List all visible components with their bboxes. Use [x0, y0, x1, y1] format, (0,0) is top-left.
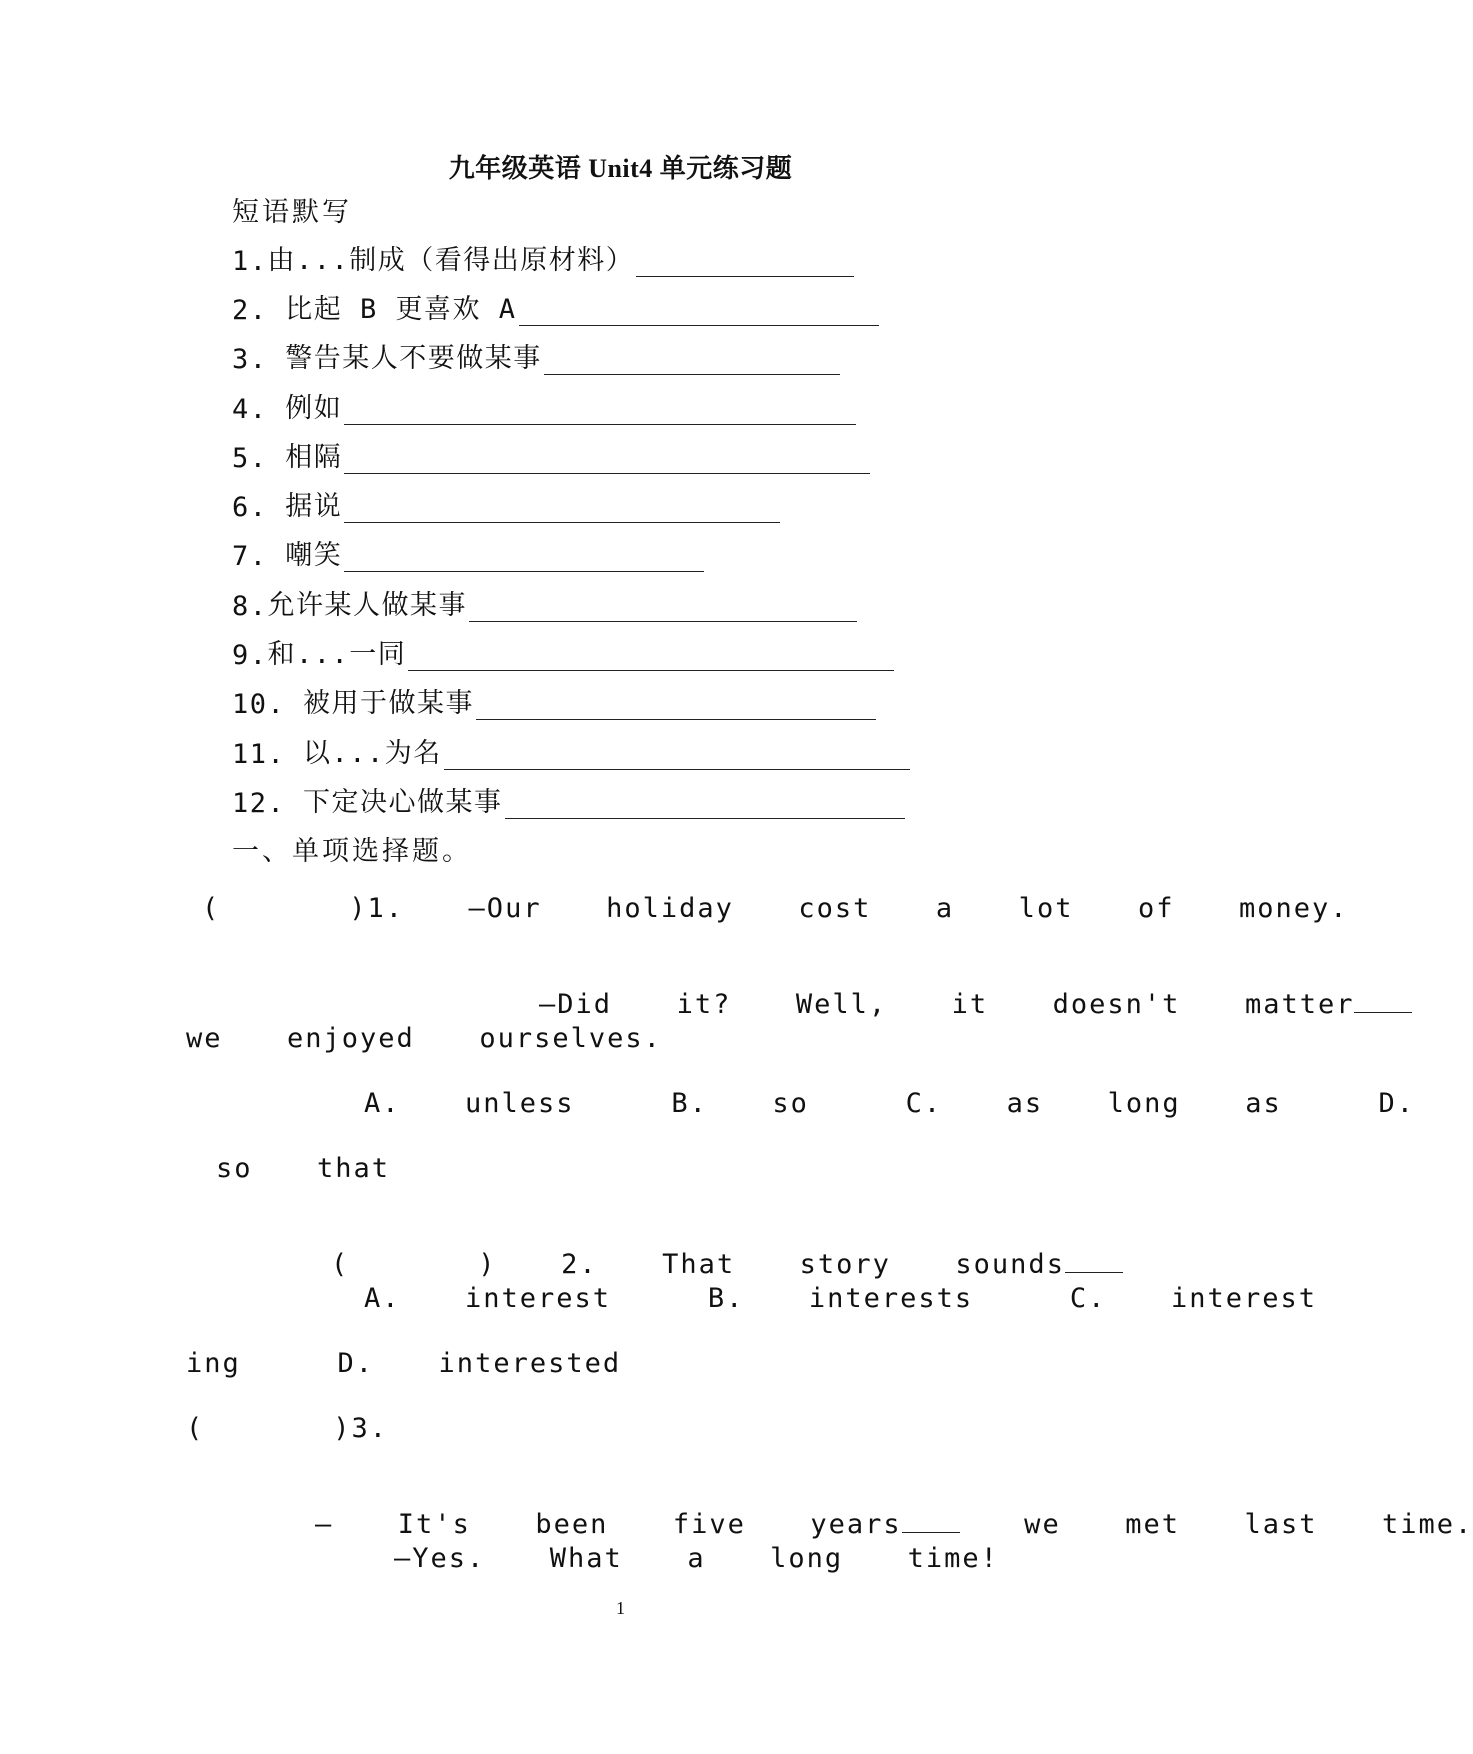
phrases-heading: 短语默写: [232, 197, 352, 228]
question-3-text: we met last time.: [959, 1509, 1473, 1540]
page-number: 1: [616, 1598, 625, 1618]
answer-blank[interactable]: [344, 500, 780, 523]
phrase-item: [232, 632, 894, 671]
phrase-number: 6.: [232, 492, 286, 523]
question-1-text: —Did it? Well, it doesn't matter: [539, 989, 1355, 1020]
phrase-text: 和...一同: [267, 639, 407, 670]
answer-gap[interactable]: [1065, 1250, 1123, 1273]
question-3-text: — It's been five years: [315, 1509, 902, 1540]
phrase-number: 12.: [232, 788, 304, 819]
page-title: 九年级英语 Unit4 单元练习题: [448, 154, 793, 183]
phrase-number: 8.: [232, 591, 268, 622]
phrase-item: [232, 583, 857, 622]
answer-blank[interactable]: [344, 451, 870, 474]
answer-blank[interactable]: [469, 599, 857, 622]
answer-gap[interactable]: [902, 1510, 960, 1533]
phrase-item: [232, 336, 840, 375]
phrase-text: 比起 B 更喜欢 A: [285, 294, 517, 325]
question-2-options: A. interest B. interests C. interest: [364, 1283, 1317, 1314]
answer-blank[interactable]: [344, 402, 856, 425]
phrase-text: 由...制成（看得出原材料）: [267, 245, 635, 276]
phrase-number: 2.: [232, 295, 286, 326]
phrase-text: 嘲笑: [285, 540, 343, 571]
question-1-options: A. unless B. so C. as long as D.: [364, 1088, 1415, 1119]
answer-blank[interactable]: [519, 303, 879, 326]
phrase-item: [232, 435, 870, 474]
mc-heading: 一、单项选择题。: [232, 836, 472, 867]
phrase-item: [232, 386, 856, 425]
answer-gap[interactable]: [1354, 990, 1412, 1013]
question-1-line: ( )1. —Our holiday cost a lot of money.: [202, 893, 1349, 924]
phrase-text: 警告某人不要做某事: [285, 343, 542, 374]
phrase-number: 1.: [232, 246, 268, 277]
phrase-item: [232, 484, 780, 523]
phrase-text: 下定决心做某事: [303, 787, 503, 818]
answer-blank[interactable]: [476, 697, 876, 720]
phrase-item: [232, 681, 876, 720]
phrase-text: 以...为名: [303, 738, 442, 769]
phrase-item: [232, 533, 704, 572]
phrase-number: 11.: [232, 739, 304, 770]
answer-blank[interactable]: [444, 747, 910, 770]
phrase-item: [232, 238, 854, 277]
phrase-number: 3.: [232, 344, 286, 375]
phrase-text: 相隔: [285, 442, 343, 473]
question-3-line: ( )3.: [186, 1413, 389, 1444]
phrase-number: 5.: [232, 443, 286, 474]
phrase-text: 据说: [285, 491, 343, 522]
phrase-item: [232, 731, 910, 770]
phrase-item: [232, 287, 879, 326]
answer-blank[interactable]: [505, 796, 905, 819]
question-1-options: so that: [216, 1153, 391, 1184]
phrase-text: 例如: [285, 393, 343, 424]
answer-blank[interactable]: [344, 549, 704, 572]
phrase-text: 允许某人做某事: [267, 590, 468, 621]
answer-blank[interactable]: [636, 254, 854, 277]
phrase-number: 7.: [232, 541, 286, 572]
question-1-line: we enjoyed ourselves.: [186, 1023, 662, 1054]
answer-blank[interactable]: [544, 352, 840, 375]
question-2-options: ing D. interested: [186, 1348, 622, 1379]
question-2-text: ( ) 2. That story sounds: [331, 1249, 1065, 1280]
question-3-line: —Yes. What a long time!: [394, 1543, 999, 1574]
phrase-text: 被用于做某事: [303, 688, 475, 719]
answer-blank[interactable]: [408, 648, 894, 671]
phrase-number: 10.: [232, 689, 304, 720]
phrase-number: 4.: [232, 394, 286, 425]
phrase-number: 9.: [232, 640, 268, 671]
phrase-item: [232, 780, 905, 819]
